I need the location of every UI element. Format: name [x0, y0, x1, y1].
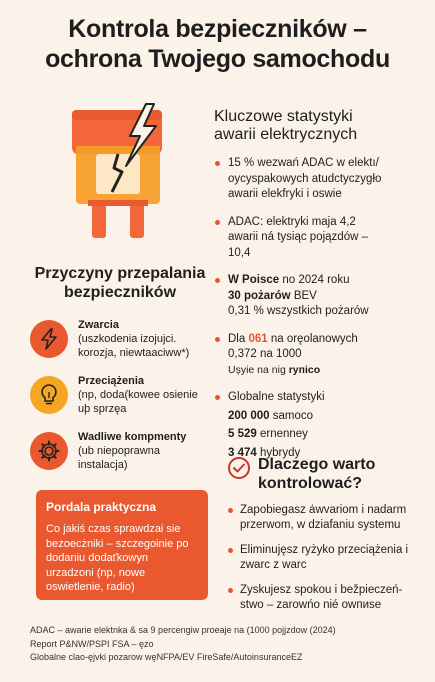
- why-section: [228, 455, 424, 623]
- source-line: Globalne clao-ęjvki pozarow węNFPA/EV FireSafe/AutoinsuranceEZ: [30, 652, 303, 662]
- cause-description: (ub niepoprawna instalacja): [78, 445, 160, 471]
- causes-heading: [30, 264, 210, 302]
- stat-text: Dla: [228, 332, 249, 345]
- stat-line: awarii elekfryki i oswie: [228, 188, 342, 200]
- stat-bold: rупісо: [288, 363, 321, 376]
- cause-description: (uszkodenia izojujci. korozja, niewtaaciww*): [78, 333, 190, 359]
- stat-bold: 30 pożarów: [228, 289, 291, 302]
- why-item: Zapobiegasz ẚwvariom i nadarm przerwom, w dziafaniu systemu: [228, 503, 424, 533]
- why-heading: [258, 455, 375, 493]
- stat-text: samoco: [269, 409, 314, 422]
- stat-item-dla: [214, 332, 424, 379]
- stat-bold: W Poisce: [228, 274, 280, 286]
- cause-description: (np, doda(kowee osienie uþ sprzęa: [78, 389, 198, 415]
- cause-title: Przeciążenia: [78, 375, 145, 387]
- why-heading-line-2: kontrolować?: [258, 475, 363, 492]
- cause-title: Zwarcia: [78, 319, 119, 331]
- fuse-icon: [60, 96, 190, 246]
- stat-line: awarii ná tysiąc pojązdów –: [228, 231, 368, 243]
- fuse-illustration: [60, 96, 190, 246]
- source-line: Report P&NW/PSPI FSA – ęzo: [30, 638, 154, 649]
- stat-line: Globalne statystyki: [228, 391, 325, 403]
- stat-item-global: [214, 390, 424, 461]
- causes-heading-line-1: Przyczyny przepalania: [34, 265, 206, 282]
- cause-item-overload: [30, 374, 210, 416]
- causes-section: [30, 264, 210, 486]
- gear-icon: [30, 432, 68, 470]
- causes-heading-line-2: bezpieczników: [63, 284, 177, 301]
- stat-accent-number: 061: [248, 332, 268, 345]
- stat-text: hybrydy: [256, 446, 301, 459]
- stat-text: na oręolanowych: [267, 332, 358, 345]
- stat-text: Ușyie na nig: [228, 363, 289, 376]
- page-title: [10, 14, 425, 74]
- stat-text: ernenney: [256, 428, 308, 440]
- cause-item-faulty-components: [30, 430, 210, 472]
- stat-bold: 200 000: [228, 409, 270, 422]
- checkmark-icon: [228, 457, 250, 479]
- stat-bold: 5 529: [228, 428, 257, 440]
- stat-line: 0,31 % wszystkich pożarów: [228, 305, 369, 317]
- why-item: Eliminujęsz ryżyko przeciążenia i zwarc z warc: [228, 543, 424, 573]
- lightbulb-icon: [30, 376, 68, 414]
- title-line-1: Kontrola bezpieczników –: [68, 15, 367, 43]
- stat-bold: 3 474: [228, 446, 257, 459]
- tip-body: Co jakiś czas sprawdzai sie bezoecżniki – szczegoinie po dodaniu dodaťkowyn urzadzoni (np, nowe oswietlenie, radio): [46, 523, 189, 593]
- stat-text: no 2024 roku: [279, 274, 350, 286]
- practical-tip-box: [36, 490, 208, 600]
- stat-line: oycyspakowych atudctyczygło: [228, 172, 382, 185]
- why-heading-line-1: Dlaczego warto: [258, 456, 376, 473]
- stat-item-poland: [214, 273, 424, 320]
- stat-line: 0,372 na 1000: [228, 348, 302, 360]
- cause-item-short-circuit: [30, 318, 210, 360]
- statistics-heading-line-1: Kluczowe statystyki: [214, 108, 353, 125]
- stat-text: BEV: [290, 289, 317, 302]
- statistics-heading-line-2: awarii elektrycznych: [214, 126, 358, 143]
- statistics-heading: [214, 108, 424, 144]
- tip-heading: Pordala praktyczna: [46, 500, 157, 514]
- statistics-section: [214, 108, 424, 473]
- why-header: [228, 455, 424, 493]
- stat-item-adac-calls: [214, 156, 424, 203]
- sources-footer: [30, 624, 420, 665]
- why-item: Zyskujesz spokou i bežpieczeń- stwo – zarowńo nié owпиѕе: [228, 583, 424, 613]
- title-line-2: ochrona Twojego samochodu: [45, 45, 390, 73]
- lightning-icon: [30, 320, 68, 358]
- source-line: ADAC – awarie elektnka & sa 9 percengiw proeaje na (1000 pojjzdow (2024): [30, 625, 336, 635]
- stat-item-adac-ev: [214, 215, 424, 262]
- stat-line: ADAC: elektryki maja 4,2: [228, 215, 356, 228]
- stat-line: 15 % wezwań ADAC w elektı/: [228, 157, 379, 169]
- stat-line: 10,4: [228, 246, 251, 259]
- cause-title: Wadliwe kompmenty: [78, 431, 187, 443]
